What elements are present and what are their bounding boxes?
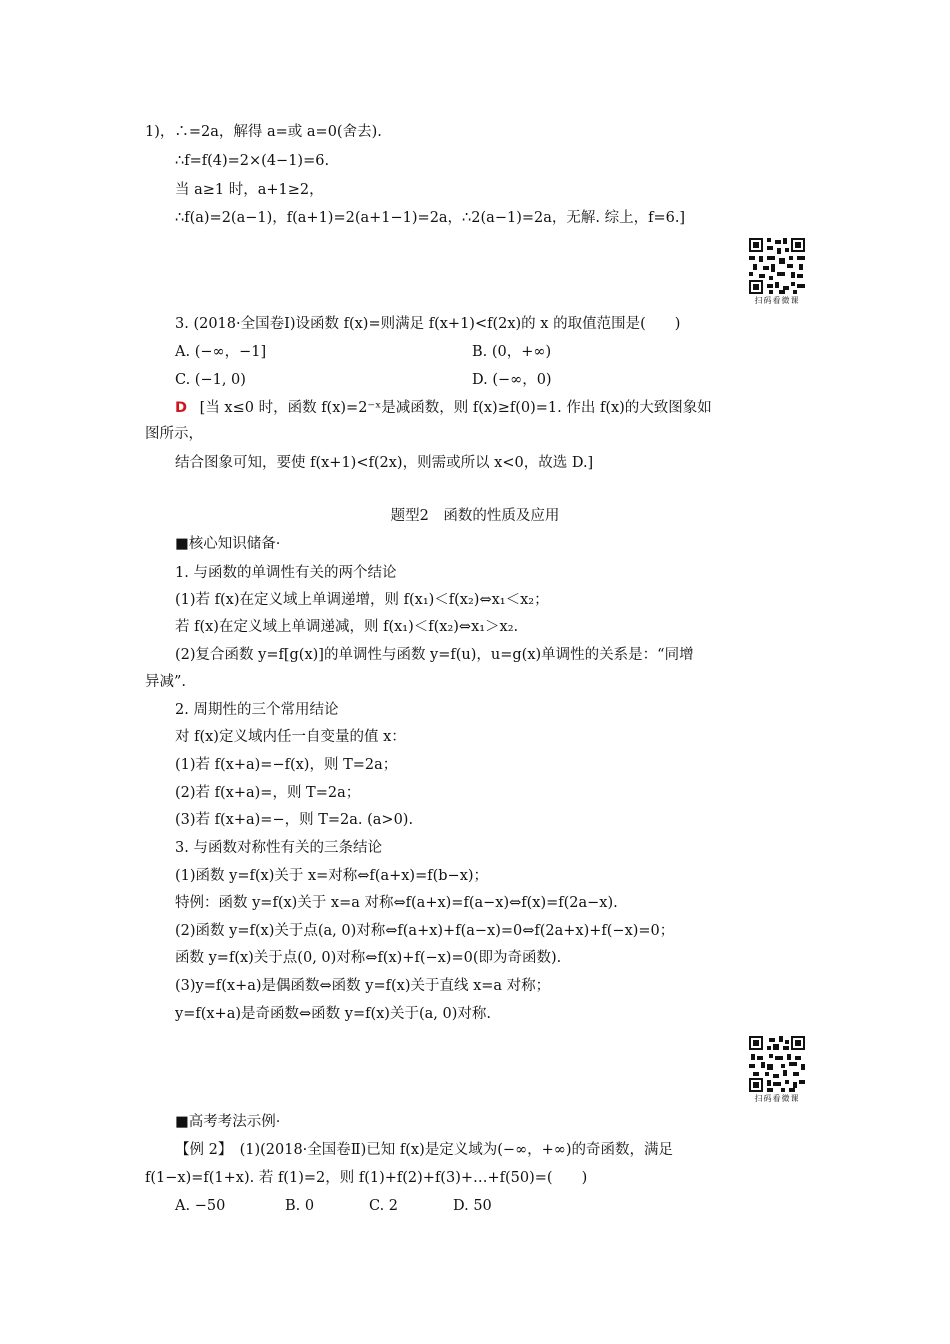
core-3a: (1)函数 y=f(x)关于 x=对称⇔f(a+x)=f(b−x)； bbox=[175, 868, 489, 884]
solution-line-1: 1)，∴=2a，解得 a=或 a=0(舍去). bbox=[145, 124, 382, 140]
core-2c: (2)若 f(x+a)=，则 T=2a； bbox=[175, 785, 361, 801]
core-3d: 函数 y=f(x)关于点(0, 0)对称⇔f(x)+f(−x)=0(即为奇函数). bbox=[175, 950, 562, 966]
qr-caption: 扫码看微课 bbox=[754, 296, 800, 305]
core-1d: 异减”. bbox=[145, 674, 187, 690]
solution-line-3: 当 a≥1 时，a+1≥2， bbox=[175, 182, 324, 198]
question-3-option-b: B. (0，+∞) bbox=[472, 344, 552, 360]
core-1b: 若 f(x)在定义域上单调递减，则 f(x₁)＜f(x₂)⇔x₁＞x₂. bbox=[175, 619, 519, 635]
question-3-option-c: C. (−1, 0) bbox=[175, 372, 246, 388]
qr-code-icon[interactable] bbox=[749, 1036, 805, 1092]
question-3-option-a: A. (−∞，−1] bbox=[175, 344, 267, 360]
answer-text-3: 结合图象可知，要使 f(x+1)<f(2x)，则需或所以 x<0，故选 D.] bbox=[175, 455, 594, 471]
core-2-heading: 2. 周期性的三个常用结论 bbox=[175, 702, 339, 718]
core-3b: 特例：函数 y=f(x)关于 x=a 对称⇔f(a+x)=f(a−x)⇔f(x)=f(2a−x). bbox=[175, 895, 618, 911]
example-2-option-a: A. −50 bbox=[175, 1198, 226, 1214]
solution-line-4: ∴f(a)=2(a−1)，f(a+1)=2(a+1−1)=2a，∴2(a−1)=2a，无解. 综上，f=6.] bbox=[175, 210, 686, 226]
core-2a: 对 f(x)定义域内任一自变量的值 x： bbox=[175, 729, 406, 745]
section-title: 题型2 函数的性质及应用 bbox=[390, 508, 560, 524]
solution-line-2: ∴f=f(4)=2×(4−1)=6. bbox=[175, 153, 330, 169]
core-2d: (3)若 f(x+a)=−，则 T=2a. (a>0). bbox=[175, 812, 414, 828]
core-3-heading: 3. 与函数对称性有关的三条结论 bbox=[175, 840, 382, 856]
core-2b: (1)若 f(x+a)=−f(x)，则 T=2a； bbox=[175, 757, 398, 773]
question-3-option-d: D. (−∞，0) bbox=[472, 372, 552, 388]
question-3-answer bbox=[175, 398, 712, 418]
example-2-line-1: 【例 2】 (1)(2018·全国卷Ⅱ)已知 f(x)是定义域为(−∞，+∞)的奇函数，满足 bbox=[175, 1142, 674, 1158]
core-3f: y=f(x+a)是奇函数⇔函数 y=f(x)关于(a, 0)对称. bbox=[175, 1006, 491, 1022]
core-1-heading: 1. 与函数的单调性有关的两个结论 bbox=[175, 565, 397, 581]
core-3c: (2)函数 y=f(x)关于点(a, 0)对称⇔f(a+x)+f(a−x)=0⇔f(2a+x)+f(−x)=0； bbox=[175, 923, 675, 939]
answer-letter: D bbox=[175, 400, 188, 416]
qr-code-icon[interactable] bbox=[749, 238, 805, 294]
answer-text-2: 图所示， bbox=[145, 426, 203, 442]
qr-caption: 扫码看微课 bbox=[754, 1094, 800, 1103]
answer-text-1: [当 x≤0 时，函数 f(x)=2⁻ˣ是减函数，则 f(x)≥f(0)=1. 作出 f(x)的大致图象如 bbox=[199, 400, 712, 416]
example-2-line-2: f(1−x)=f(1+x). 若 f(1)=2，则 f(1)+f(2)+f(3)+…+f(50)=( ) bbox=[145, 1170, 588, 1186]
core-3e: (3)y=f(x+a)是偶函数⇔函数 y=f(x)关于直线 x=a 对称； bbox=[175, 978, 551, 994]
question-3-stem: 3. (2018·全国卷Ⅰ)设函数 f(x)=则满足 f(x+1)<f(2x)的 x 的取值范围是( ) bbox=[175, 316, 681, 332]
example-2-option-d: D. 50 bbox=[453, 1198, 492, 1214]
core-1c: (2)复合函数 y=f[g(x)]的单调性与函数 y=f(u)，u=g(x)单调性的关系是：“同增 bbox=[175, 647, 694, 663]
example-2-option-c: C. 2 bbox=[369, 1198, 399, 1214]
core-1a: (1)若 f(x)在定义域上单调递增，则 f(x₁)＜f(x₂)⇔x₁＜x₂； bbox=[175, 592, 549, 608]
exam-method-heading: ■高考考法示例· bbox=[175, 1114, 281, 1130]
example-2-option-b: B. 0 bbox=[285, 1198, 315, 1214]
core-knowledge-heading: ■核心知识储备· bbox=[175, 536, 281, 552]
